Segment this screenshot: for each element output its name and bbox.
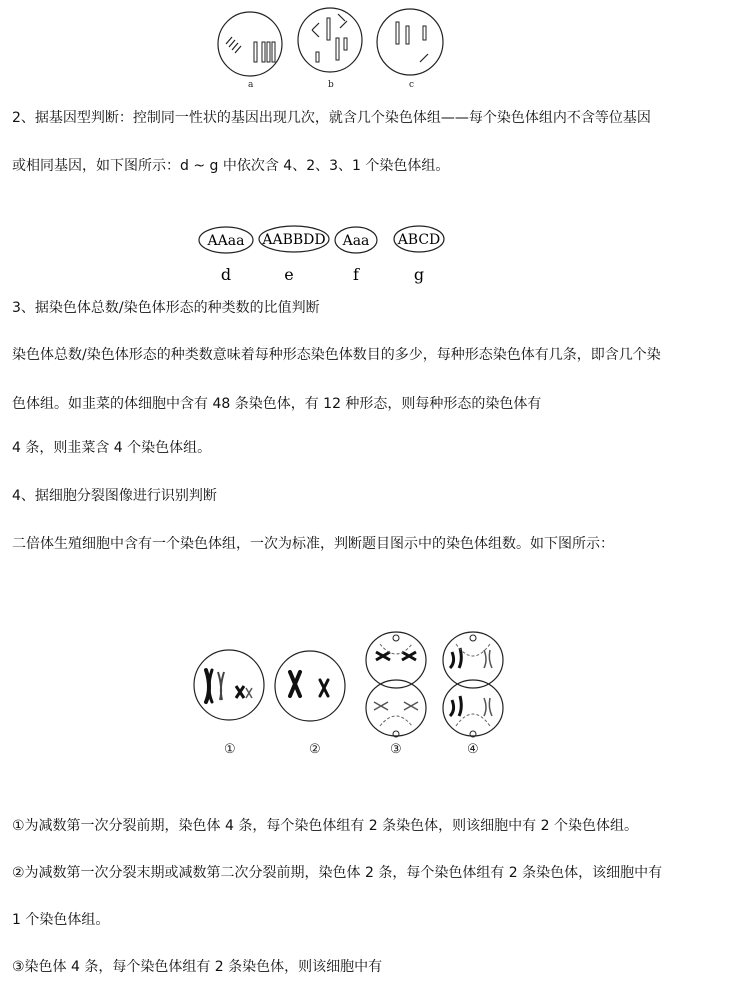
genotype-label-g: g — [413, 265, 425, 284]
section-4-title: 4、据细胞分裂图像进行识别判断 — [12, 488, 217, 504]
section-3-line-3: 4 条，则韭菜含 4 个染色体组。 — [12, 440, 212, 456]
division-cell-1 — [194, 650, 264, 720]
explanation-2-line-2: 1 个染色体组。 — [12, 912, 110, 928]
chromosome-cells-figure — [0, 0, 744, 70]
explanation-3: ③染色体 4 条，每个染色体组有 2 条染色体，则该细胞中有 — [12, 959, 383, 975]
genotype-label-f: f — [353, 265, 359, 284]
section-2-line-2: 或相同基因，如下图所示：d ~ g 中依次含 4、2、3、1 个染色体组。 — [12, 158, 450, 174]
cell-b — [298, 8, 362, 72]
division-label-2: ② — [309, 742, 321, 757]
cell-label-c: c — [409, 80, 415, 90]
division-label-4: ④ — [467, 742, 479, 757]
division-cell-2 — [275, 651, 345, 721]
cell-c — [377, 9, 443, 75]
cell-label-b: b — [328, 80, 334, 90]
division-label-1: ① — [224, 742, 236, 757]
explanation-1: ①为减数第一次分裂前期，染色体 4 条，每个染色体组有 2 条染色体，则该细胞中有 2 个染色体组。 — [12, 818, 638, 834]
section-4-line-1: 二倍体生殖细胞中含有一个染色体组，一次为标准，判断题目图示中的染色体组数。如下图所示： — [12, 536, 614, 552]
genotype-e: AABBDD — [262, 232, 326, 248]
division-cell-3 — [366, 632, 426, 737]
genotype-ovals-figure — [0, 222, 744, 292]
cell-label-a: a — [248, 80, 254, 90]
genotype-f: Aaa — [342, 233, 370, 249]
genotype-d: AAaa — [207, 233, 245, 249]
cell-division-figure — [0, 630, 744, 770]
cell-a — [218, 12, 282, 76]
genotype-label-d: d — [220, 265, 232, 284]
explanation-2-line-1: ②为减数第一次分裂末期或减数第二次分裂前期，染色体 2 条，每个染色体组有 2 条染色体，该细胞中有 — [12, 865, 663, 881]
division-cell-4 — [443, 632, 503, 737]
division-label-3: ③ — [390, 742, 402, 757]
genotype-g: ABCD — [397, 232, 441, 248]
genotype-label-e: e — [284, 265, 294, 284]
section-3-line-1: 染色体总数/染色体形态的种类数意味着每种形态染色体数目的多少，每种形态染色体有几条，即含几个染 — [12, 347, 661, 363]
section-3-title: 3、据染色体总数/染色体形态的种类数的比值判断 — [12, 300, 320, 316]
section-2-line-1: 2、据基因型判断：控制同一性状的基因出现几次，就含几个染色体组——每个染色体组内不含等位基因 — [12, 110, 651, 126]
section-3-line-2: 色体组。如韭菜的体细胞中含有 48 条染色体，有 12 种形态，则每种形态的染色体有 — [12, 396, 542, 412]
